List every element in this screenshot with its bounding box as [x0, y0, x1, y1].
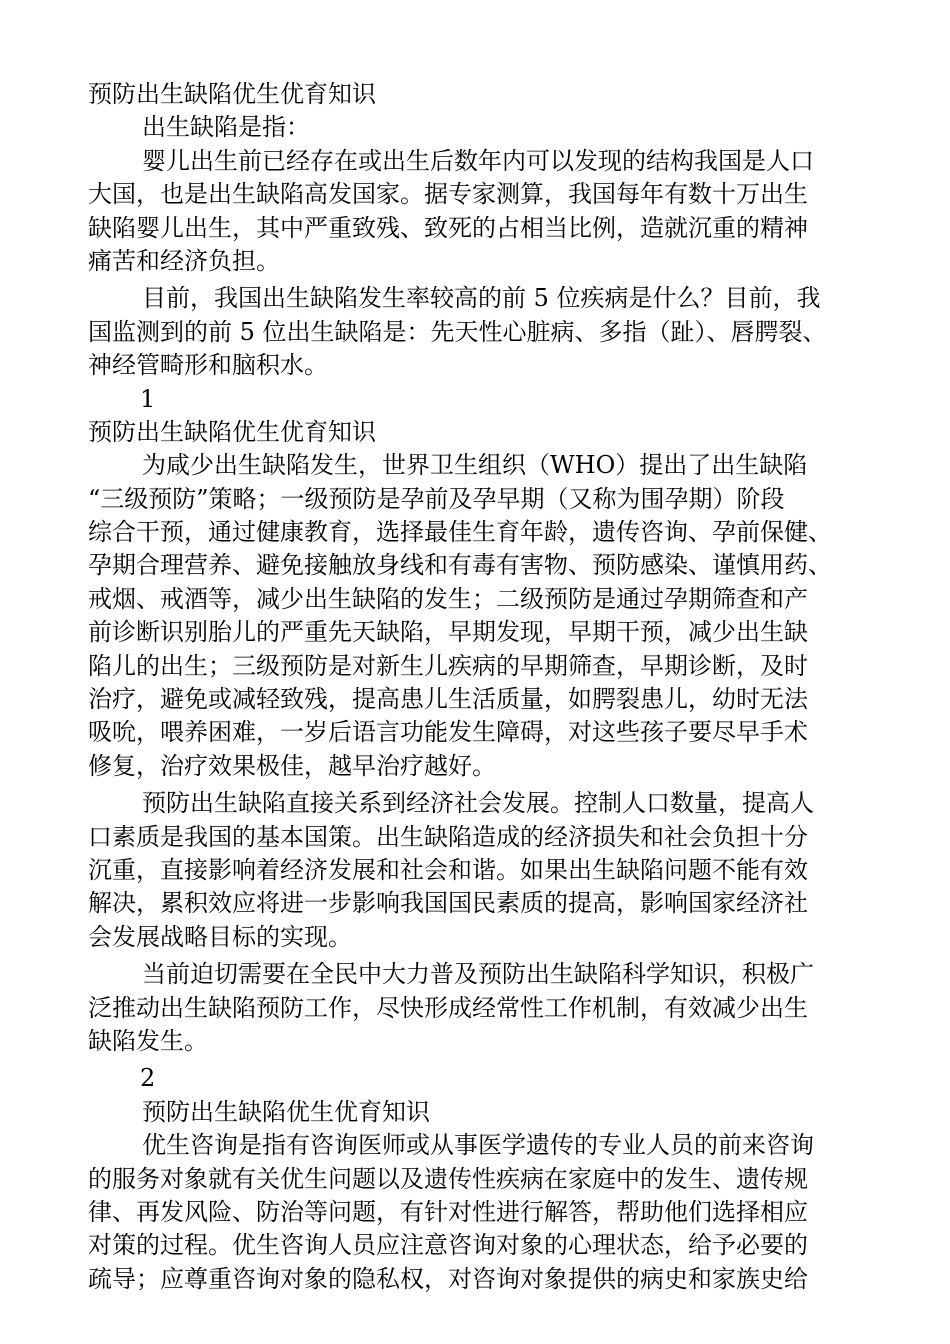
paragraph [88, 282, 898, 382]
paragraph [88, 958, 898, 1058]
text-line: 神经管畸形和脑积水。 [88, 351, 328, 380]
text-line: 当前迫切需要在全民中大力普及预防出生缺陷科学知识，积极广 [142, 960, 814, 989]
section-heading: 预防出生缺陷优生优育知识 [88, 417, 376, 446]
text-line: 沉重，直接影响着经济发展和社会和谐。如果出生缺陷问题不能有效 [88, 855, 808, 884]
paragraph [88, 1129, 898, 1296]
text-line: 为咸少出生缺陷发生，世界卫生组织（WHO）提出了出生缺陷 [142, 451, 808, 480]
text-line: 痛苦和经济负担。 [88, 246, 280, 275]
text-line: 目前，我国出生缺陷发生率较高的前 5 位疾病是什么？目前，我 [142, 284, 821, 313]
text-line: 孕期合理营养、避免接触放身线和有毒有害物、预防感染、谨慎用药、 [88, 551, 832, 580]
text-line: “三级预防”策略；一级预防是孕前及孕早期（又称为围孕期）阶段 [88, 484, 785, 513]
text-line: 前诊断识别胎儿的严重先天缺陷，早期发现，早期干预，减少出生缺 [88, 618, 808, 647]
text-line: 吸吮，喂养困难，一岁后语言功能发生障碍，对这些孩子要尽早手术 [88, 718, 808, 747]
text-line: 综合干预，通过健康教育，选择最佳生育年龄，遗传咨询、孕前保健、 [88, 518, 832, 547]
paragraph [88, 145, 898, 279]
definition-label: 出生缺陷是指： [142, 113, 310, 142]
page-number: 2 [140, 1064, 156, 1093]
page-number: 1 [140, 384, 156, 413]
text-line: 大国，也是出生缺陷高发国家。据专家测算，我国每年有数十万出生 [88, 180, 808, 209]
text-line: 对策的过程。优生咨询人员应注意咨询对象的心理状态，给予必要的 [88, 1231, 808, 1260]
text-line: 口素质是我国的基本国策。出生缺陷造成的经济损失和社会负担十分 [88, 822, 808, 851]
text-line: 疏导；应尊重咨询对象的隐私权，对咨询对象提供的病史和家族史给 [88, 1264, 808, 1293]
paragraph [88, 787, 898, 954]
paragraph [88, 449, 898, 783]
text-line: 会发展战略目标的实现。 [88, 922, 352, 951]
text-line: 戒烟、戒酒等，减少出生缺陷的发生；二级预防是通过孕期筛查和产 [88, 584, 808, 613]
text-line: 修复，治疗效果极佳，越早治疗越好。 [88, 751, 496, 780]
text-line: 婴儿出生前已经存在或出生后数年内可以发现的结构我国是人口 [142, 146, 814, 175]
document-page [88, 78, 898, 1296]
text-line: 缺陷发生。 [88, 1026, 208, 1055]
text-line: 国监测到的前 5 位出生缺陷是：先天性心脏病、多指（趾）、唇腭裂、 [88, 317, 827, 346]
text-line: 预防出生缺陷直接关系到经济社会发展。控制人口数量，提高人 [142, 789, 814, 818]
text-line: 解决，累积效应将进一步影响我国国民素质的提高，影响国家经济社 [88, 889, 808, 918]
text-line: 的服务对象就有关优生问题以及遗传性疾病在家庭中的发生、遗传规 [88, 1164, 808, 1193]
section-heading: 预防出生缺陷优生优育知识 [88, 80, 376, 108]
text-line: 缺陷婴儿出生，其中严重致残、致死的占相当比例，造就沉重的精神 [88, 213, 808, 242]
text-line: 律、再发风险、防治等问题，有针对性进行解答，帮助他们选择相应 [88, 1197, 808, 1226]
text-line: 泛推动出生缺陷预防工作，尽快形成经常性工作机制，有效减少出生 [88, 993, 808, 1022]
text-line: 优生咨询是指有咨询医师或从事医学遗传的专业人员的前来咨询 [142, 1131, 814, 1160]
text-line: 陷儿的出生；三级预防是对新生儿疾病的早期筛查，早期诊断，及时 [88, 651, 808, 680]
section-heading: 预防出生缺陷优生优育知识 [142, 1097, 430, 1126]
text-line: 治疗，避免或减轻致残，提高患儿生活质量，如腭裂患儿，幼时无法 [88, 685, 808, 714]
